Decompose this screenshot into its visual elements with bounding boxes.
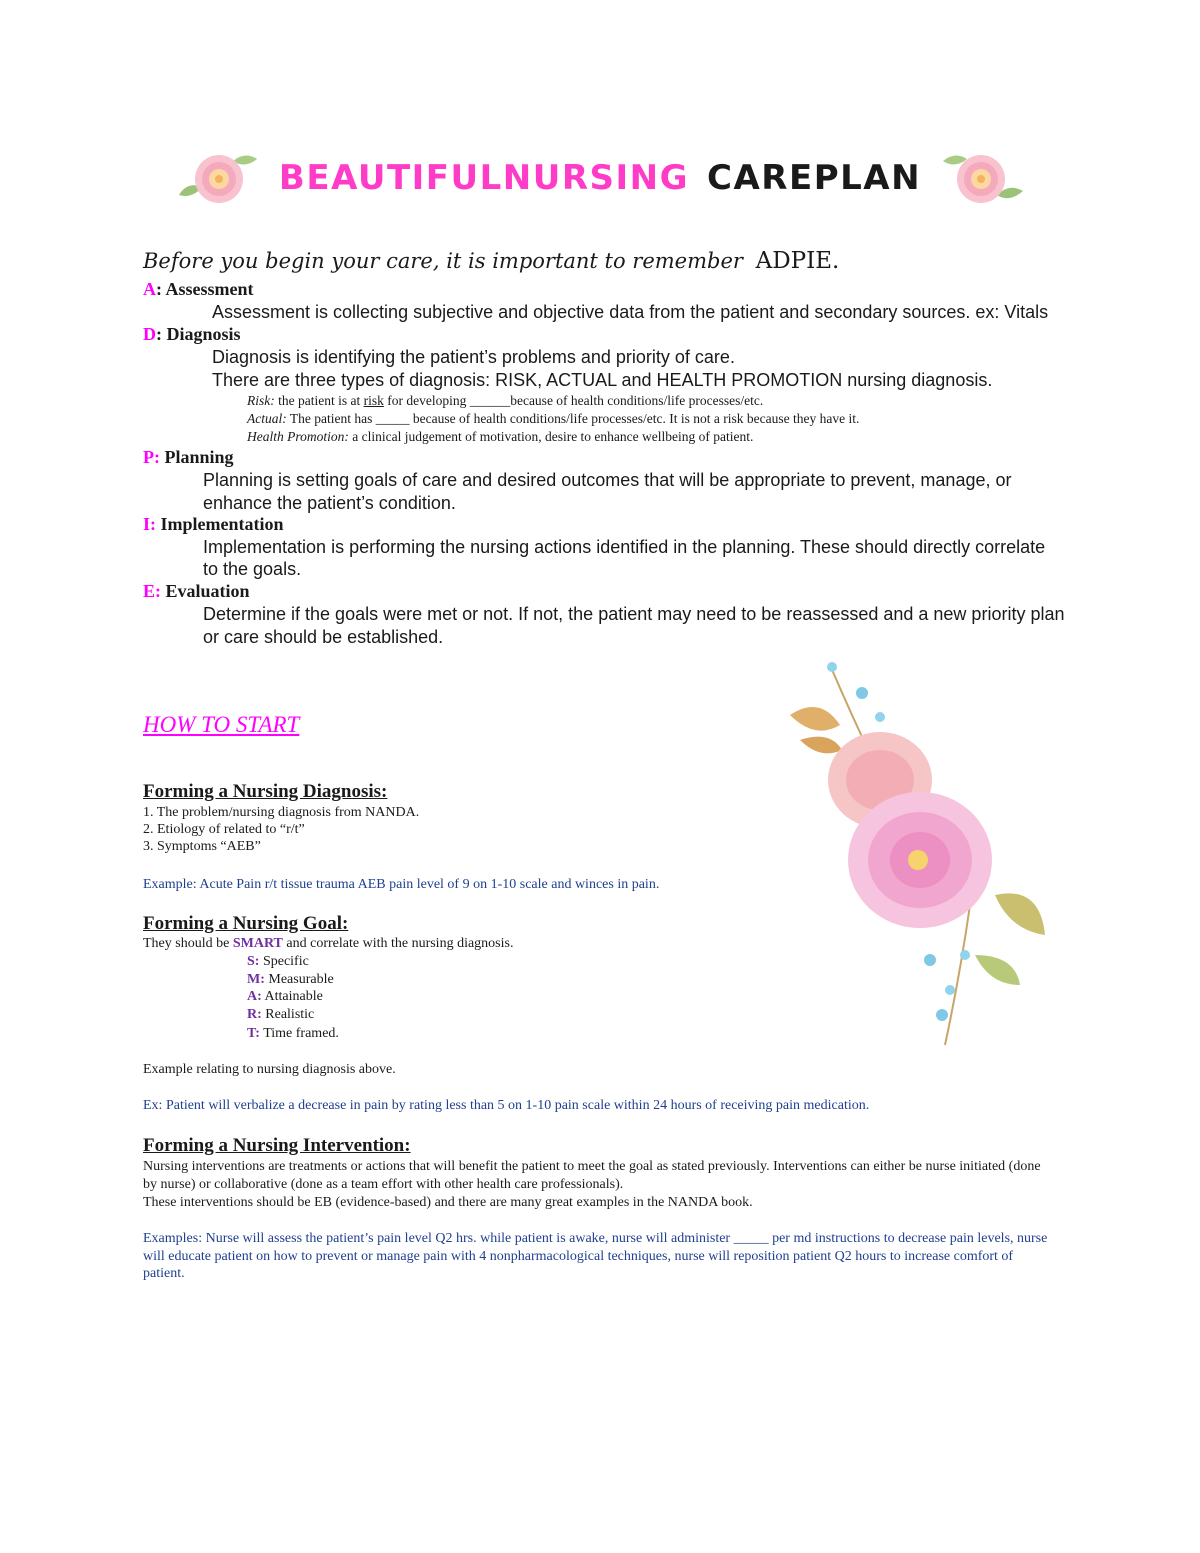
flower-bouquet-illustration <box>770 655 1070 1050</box>
heading-letter: A <box>143 279 156 299</box>
nursing-diagnosis-heading: Forming a Nursing Diagnosis: <box>143 781 388 802</box>
planning-heading <box>143 447 234 468</box>
evaluation-heading <box>143 581 250 602</box>
health-promotion-text: a clinical judgement of motivation, desire to enhance wellbeing of patient. <box>348 429 754 444</box>
goal-relating-text: Example relating to nursing diagnosis above. <box>143 1062 396 1077</box>
actual-label: Actual: <box>247 411 287 426</box>
implementation-line-2: to the goals. <box>203 559 302 579</box>
health-promotion-definition <box>247 429 753 445</box>
goal-intro-a: They should be <box>143 936 233 951</box>
diagnosis-heading <box>143 324 241 345</box>
smart-letter: R: <box>247 1007 262 1022</box>
goal-example: Ex: Patient will verbalize a decrease in pain by rating less than 5 on 1-10 pain scale within 24 hours of receiving pain medication. <box>143 1098 870 1113</box>
diagnosis-line-2: There are three types of diagnosis: RISK, ACTUAL and HEALTH PROMOTION nursing diagnosis. <box>212 370 993 390</box>
smart-letter: M: <box>247 972 265 987</box>
heading-title: Planning <box>160 447 234 467</box>
risk-word: risk <box>363 393 384 408</box>
nursing-goal-heading: Forming a Nursing Goal: <box>143 913 349 934</box>
health-promotion-label: Health Promotion: <box>247 429 349 444</box>
evaluation-line-1: Determine if the goals were met or not. If not, the patient may need to be reassessed and a new priority plan <box>203 604 1065 624</box>
smart-item <box>247 1007 314 1023</box>
smart-text: Realistic <box>261 1007 315 1022</box>
planning-line-1: Planning is setting goals of care and desired outcomes that will be appropriate to prevent, manage, or <box>203 470 1012 490</box>
goal-intro-b: and correlate with the nursing diagnosis. <box>282 936 514 951</box>
risk-label: Risk: <box>247 393 275 408</box>
assessment-text: Assessment is collecting subjective and objective data from the patient and secondary sources. ex: Vitals <box>212 302 1049 322</box>
goal-intro <box>143 936 513 952</box>
planning-line-2: enhance the patient’s condition. <box>203 493 456 513</box>
smart-letter: A: <box>247 989 262 1004</box>
heading-title: Evaluation <box>161 581 250 601</box>
diagnosis-item-2: 2. Etiology of related to “r/t” <box>143 822 305 837</box>
diagnosis-item-1: 1. The problem/nursing diagnosis from NANDA. <box>143 805 420 820</box>
assessment-heading <box>143 279 254 300</box>
smart-letter: S: <box>247 954 260 969</box>
smart-text: Attainable <box>261 989 323 1004</box>
rose-icon <box>173 147 261 209</box>
intervention-paragraph-1: Nursing interventions are treatments or actions that will benefit the patient to meet the goal as stated previously. Interventions can either be nurse initiated (done by nurse) or collaborative (done as a team effort with other health care professionals). <box>143 1159 1041 1192</box>
how-to-start-heading: HOW TO START <box>143 712 300 737</box>
heading-letter: E: <box>143 581 161 601</box>
heading-letter: I: <box>143 514 156 534</box>
smart-word: SMART <box>232 936 283 951</box>
heading-title: Implementation <box>156 514 284 534</box>
smart-item <box>247 954 309 970</box>
smart-item <box>247 1026 339 1042</box>
intervention-examples: Examples: Nurse will assess the patient’s pain level Q2 hrs. while patient is awake, nurse will administer _____ per md instructions to decrease pain levels, nurse will educate patient on how to prevent or manage pain with 4 nonpharmacological techniques, nurse will reposition patient Q2 hours to increase comfort of patient. <box>143 1231 1048 1281</box>
smart-letter: T: <box>247 1026 260 1041</box>
actual-text: The patient has _____ because of health conditions/life processes/etc. It is not a risk because they have it. <box>286 411 860 426</box>
heading-letter: D <box>143 324 156 344</box>
heading-title: : Diagnosis <box>156 324 241 344</box>
smart-item <box>247 989 323 1005</box>
actual-definition <box>247 411 859 427</box>
page-title <box>0 148 1200 208</box>
risk-text-a: the patient is at <box>274 393 364 408</box>
smart-text: Time framed. <box>259 1026 339 1041</box>
implementation-heading <box>143 514 284 535</box>
smart-item <box>247 972 334 988</box>
intervention-paragraph-2: These interventions should be EB (evidence-based) and there are many great examples in the NANDA book. <box>143 1195 753 1210</box>
heading-letter: P: <box>143 447 160 467</box>
intro-adpie: ADPIE. <box>755 248 840 274</box>
title-part2: CAREPLAN <box>707 158 922 198</box>
title-part1: BEAUTIFULNURSING <box>278 158 690 198</box>
intro-line <box>143 248 839 274</box>
rose-icon <box>939 147 1027 209</box>
smart-text: Measurable <box>264 972 334 987</box>
intro-text: Before you begin your care, it is important to remember <box>143 249 743 273</box>
risk-text-b: for developing ______because of health conditions/life processes/etc. <box>383 393 764 408</box>
smart-text: Specific <box>259 954 309 969</box>
risk-definition <box>247 393 763 409</box>
evaluation-line-2: or care should be established. <box>203 627 444 647</box>
nursing-intervention-heading: Forming a Nursing Intervention: <box>143 1135 411 1156</box>
diagnosis-item-3: 3. Symptoms “AEB” <box>143 839 261 854</box>
diagnosis-example: Example: Acute Pain r/t tissue trauma AEB pain level of 9 on 1-10 scale and winces in pain. <box>143 877 660 892</box>
heading-title: : Assessment <box>156 279 254 299</box>
implementation-line-1: Implementation is performing the nursing actions identified in the planning. These should directly correlate <box>203 537 1046 557</box>
diagnosis-line-1: Diagnosis is identifying the patient’s problems and priority of care. <box>212 347 735 367</box>
